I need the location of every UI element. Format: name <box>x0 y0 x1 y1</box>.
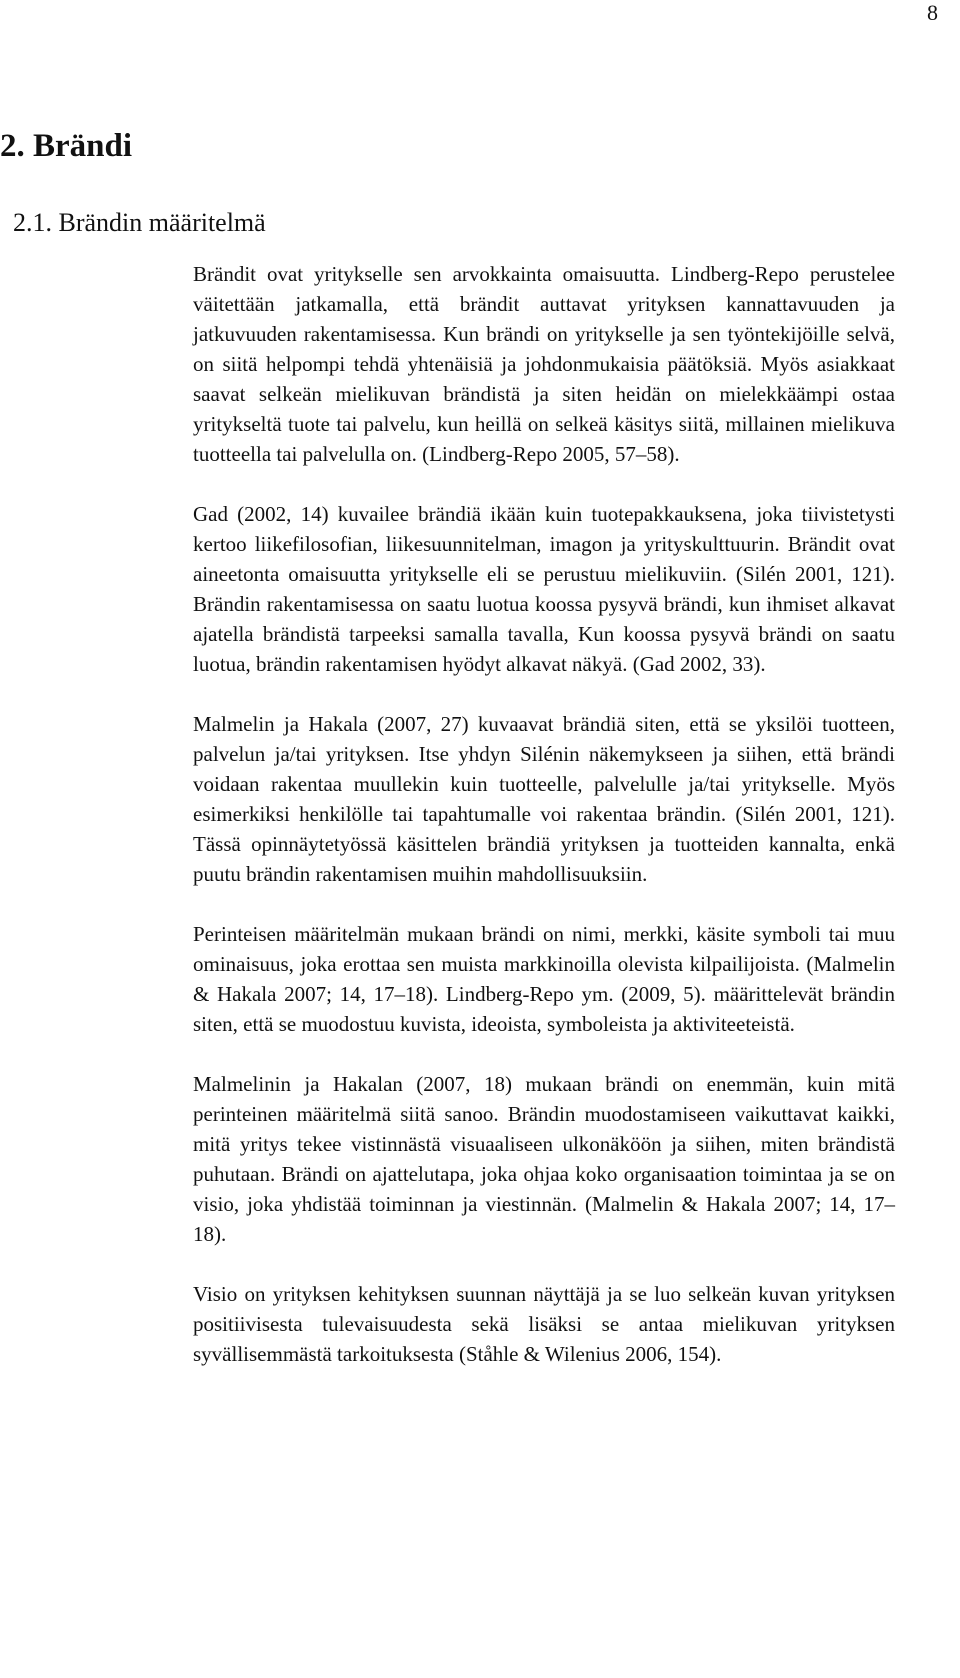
chapter-heading: 2. Brändi <box>0 128 133 164</box>
section-heading: 2.1. Brändin määritelmä <box>13 208 266 237</box>
paragraph-3: Malmelin ja Hakala (2007, 27) kuvaavat brändiä siten, että se yksilöi tuotteen, palvelun ja/tai yrityksen. Itse yhdyn Silénin näkemykseen ja siihen, että brändi voidaan rakentaa muullekin kuin tuotteelle, palvelulle ja/tai yritykselle. Myös esimerkiksi henkilölle tai tapahtumalle voi rakentaa brändin. (Silén 2001, 121). Tässä opinnäytetyössä käsittelen brändiä yrityksen ja tuotteiden kannalta, enkä puutu brändin rakentamisen muihin mahdollisuuksiin. <box>193 712 895 886</box>
paragraph-6: Visio on yrityksen kehityksen suunnan näyttäjä ja se luo selkeän kuvan yrityksen positiivisesta tulevaisuudesta sekä lisäksi se antaa mielikuvan yrityksen syvällisemmästä tarkoituksesta (Ståhle & Wilenius 2006, 154). <box>193 1282 895 1366</box>
paragraph-5: Malmelinin ja Hakalan (2007, 18) mukaan brändi on enemmän, kuin mitä perinteinen määritelmä siitä sanoo. Brändin muodostamiseen vaikuttavat kaikki, mitä yritys tekee vistinnästä visuaaliseen ulkonäköön ja siihen, miten brändistä puhutaan. Brändi on ajattelutapa, joka ohjaa koko organisaation toimintaa ja se on visio, joka yhdistää toiminnan ja viestinnän. (Malmelin & Hakala 2007; 14, 17–18). <box>193 1072 895 1246</box>
page-number: 8 <box>927 0 938 25</box>
paragraph-2: Gad (2002, 14) kuvailee brändiä ikään kuin tuotepakkauksena, joka tiivistetysti kertoo liikefilosofian, liikesuunnitelman, imagon ja yrityskulttuurin. Brändit ovat aineetonta omaisuutta yritykselle eli se perustuu mielikuviin. (Silén 2001, 121). Brändin rakentamisessa on saatu luotua koossa pysyvä brändi, kun ihmiset alkavat ajatella brändistä tarpeeksi samalla tavalla, Kun koossa pysyvä brändi on saatu luotua, brändin rakentamisen hyödyt alkavat näkyä. (Gad 2002, 33). <box>193 502 895 676</box>
paragraph-1: Brändit ovat yritykselle sen arvokkainta omaisuutta. Lindberg-Repo perustelee väitettään jatkamalla, että brändit auttavat yrityksen kannattavuuden ja jatkuvuuden rakentamisessa. Kun brändi on yritykselle ja sen työntekijöille selvä, on siitä helpompi tehdä yhtenäisiä ja johdonmukaisia päätöksiä. Myös asiakkaat saavat selkeän mielikuvan brändistä ja siten heidän on mielekkäämpi ostaa yritykseltä tuote tai palvelu, kun heillä on selkeä käsitys siitä, millainen mielikuva tuotteella tai palvelulla on. (Lindberg-Repo 2005, 57–58). <box>193 262 895 466</box>
body-text <box>193 259 895 1399</box>
paragraph-4: Perinteisen määritelmän mukaan brändi on nimi, merkki, käsite symboli tai muu ominaisuus, joka erottaa sen muista markkinoilla olevista kilpailijoista. (Malmelin & Hakala 2007; 14, 17–18). Lindberg-Repo ym. (2009, 5). määrittelevät brändin siten, että se muodostuu kuvista, ideoista, symboleista ja aktiviteeteistä. <box>193 922 895 1036</box>
